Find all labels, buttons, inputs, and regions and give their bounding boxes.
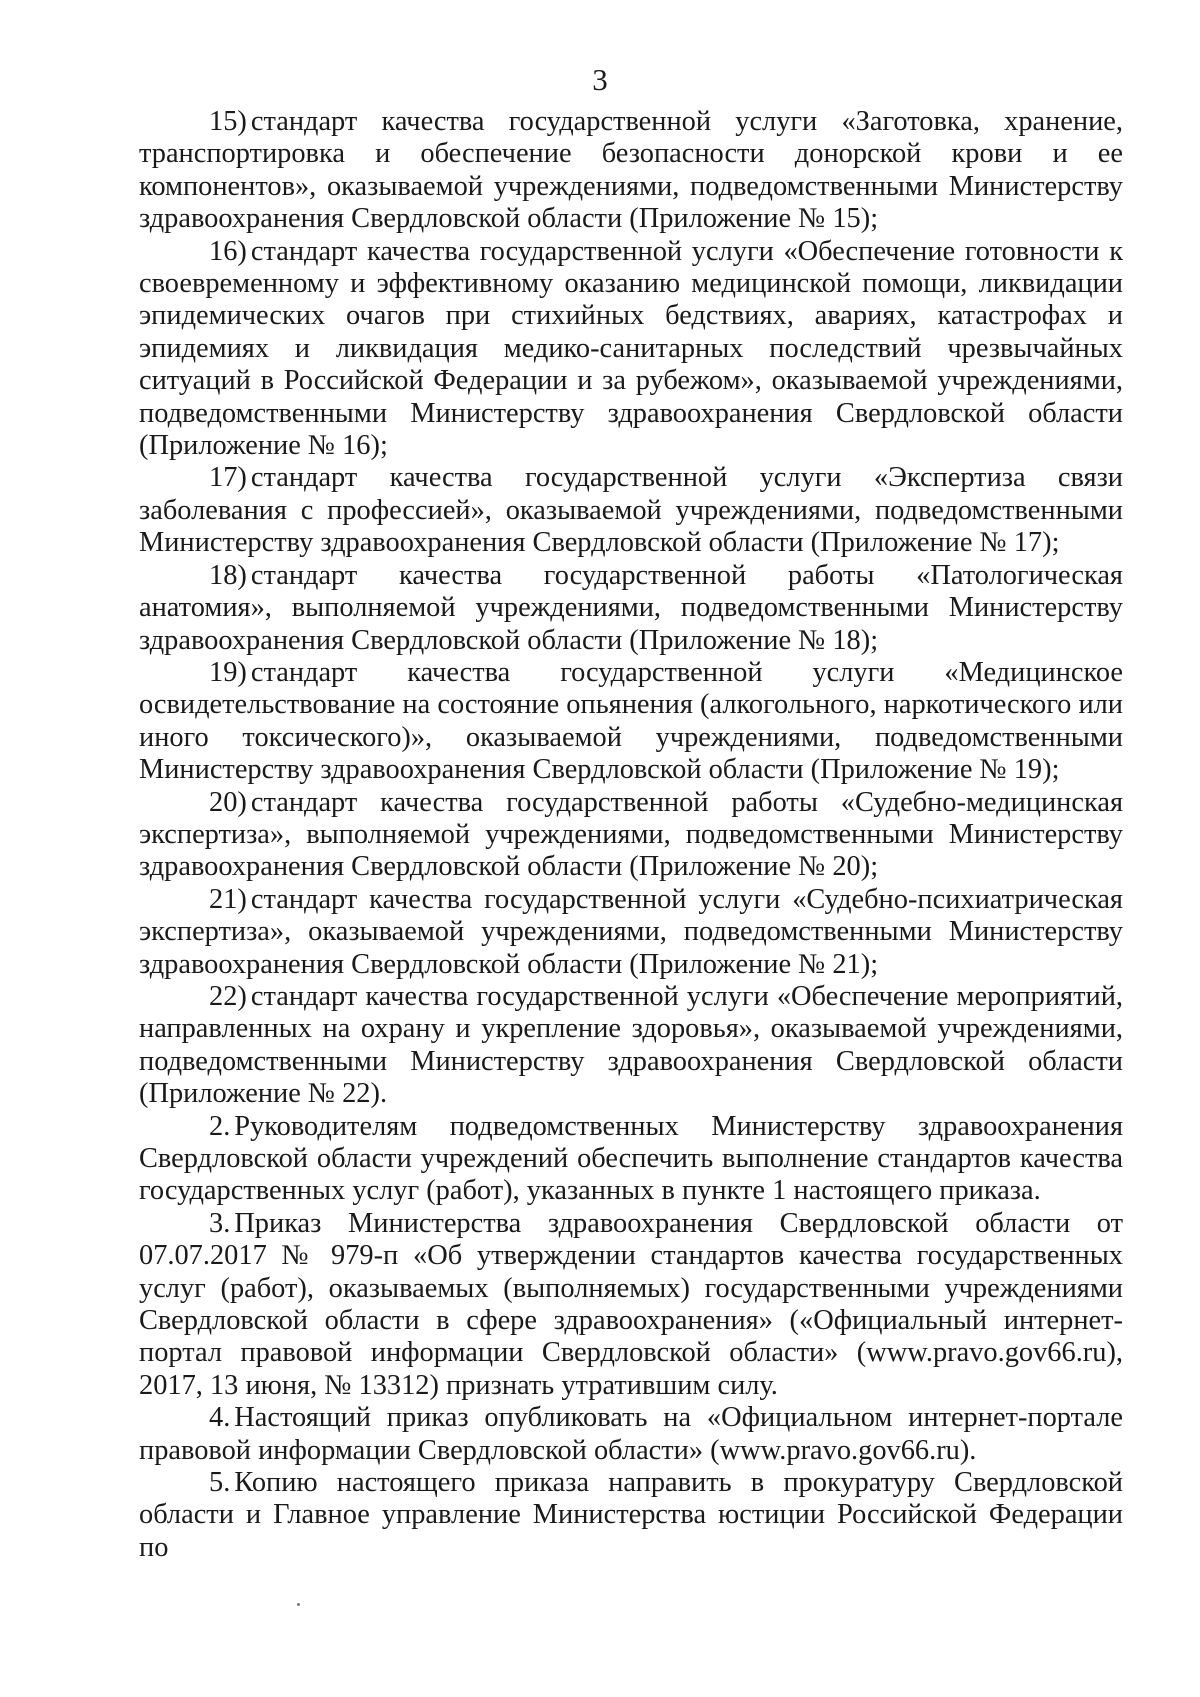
paragraph-item-17: [139, 462, 1123, 559]
paragraph-text: стандарт качества государственной работы «Судебно-медицинская экспертиза», выполняемой учреждениями, подведомственными Министерству здравоохранения Свердловской области (Приложение № 20);: [139, 786, 1123, 883]
paragraph-text: стандарт качества государственной услуги «Заготовка, хранение, транспортировка и обеспечение безопасности донорской крови и ее компонентов», оказываемой учреждениями, подведомственными Министерству здравоохранения Свердловской области (Приложение № 15);: [139, 106, 1123, 235]
paragraph-item-20: [139, 787, 1123, 884]
page-number: 3: [592, 62, 608, 97]
paragraph-text: стандарт качества государственной услуги «Обеспечение мероприятий, направленных на охрану и укрепление здоровья», оказываемой учреждениями, подведомственными Министерству здравоохранения Свердловской области (Приложение № 22).: [139, 980, 1123, 1110]
paragraph-text: стандарт качества государственной услуги «Медицинское освидетельствование на состояние опьянения (алкогольного, наркотического или иного токсического)», оказываемой учреждениями, подведомственными Министерству здравоохранения Свердловской области (Приложение № 19);: [139, 656, 1123, 786]
paragraph-point-2: [139, 1111, 1123, 1208]
paragraph-text: Приказ Министерства здравоохранения Свердловской области от 07.07.2017 № 979-п «Об утверждении стандартов качества государственных услуг (работ), оказываемых (выполняемых) государственными учреждениями Свердловской области в сфере здравоохранения» («Официальный интернет-портал правовой информации Свердловской области» (www.pravo.gov66.ru), 2017, 13 июня, № 13312) признать утратившим силу.: [139, 1207, 1123, 1401]
paragraph-text: стандарт качества государственной услуги «Экспертиза связи заболевания с профессией», оказываемой учреждениями, подведомственными Министерству здравоохранения Свердловской области (Приложение № 17);: [139, 462, 1123, 559]
paragraph-number: 20): [209, 786, 247, 818]
paragraph-number: 2.: [209, 1110, 231, 1142]
scan-speck: [297, 1603, 300, 1606]
paragraph-text: Руководителям подведомственных Министерству здравоохранения Свердловской области учреждений обеспечить выполнение стандартов качества государственных услуг (работ), указанных в пункте 1 настоящего приказа.: [139, 1110, 1123, 1207]
paragraph-text: стандарт качества государственной работы «Патологическая анатомия», выполняемой учреждениями, подведомственными Министерству здравоохранения Свердловской области (Приложение № 18);: [139, 559, 1123, 656]
paragraph-number: 15): [209, 106, 247, 137]
paragraph-point-3: [139, 1208, 1123, 1402]
paragraph-number: 22): [209, 980, 247, 1012]
paragraph-item-18: [139, 560, 1123, 657]
paragraph-item-19: [139, 657, 1123, 787]
paragraph-number: 17): [209, 462, 247, 494]
paragraph-number: 19): [209, 656, 247, 688]
paragraph-number: 4.: [209, 1402, 231, 1434]
paragraph-text: стандарт качества государственной услуги «Судебно-психиатрическая экспертиза», оказываемой учреждениями, подведомственными Министерству здравоохранения Свердловской области (Приложение № 21);: [139, 883, 1123, 980]
paragraph-number: 3.: [209, 1207, 231, 1239]
paragraph-text: стандарт качества государственной услуги «Обеспечение готовности к своевременному и эффективному оказанию медицинской помощи, ликвидации эпидемических очагов при стихийных бедствиях, авариях, катастрофах и эпидемиях и ликвидация медико-санитарных последствий чрезвычайных ситуаций в Российской Федерации и за рубежом», оказываемой учреждениями, подведомственными Министерству здравоохранения Свердловской области (Приложение № 16);: [139, 235, 1123, 462]
paragraph-text: Копию настоящего приказа направить в прокуратуру Свердловской области и Главное управление Министерства юстиции Российской Федерации по: [139, 1467, 1123, 1563]
paragraph-number: 16): [209, 235, 247, 267]
paragraph-text: Настоящий приказ опубликовать на «Официальном интернет-портале правовой информации Свердловской области» (www.pravo.gov66.ru).: [139, 1402, 1123, 1466]
paragraph-number: 21): [209, 883, 247, 915]
document-body: [139, 106, 1123, 1564]
paragraph-item-21: [139, 884, 1123, 981]
paragraph-point-4: [139, 1402, 1123, 1467]
paragraph-number: 18): [209, 559, 247, 591]
paragraph-item-16: [139, 236, 1123, 463]
paragraph-item-15: [139, 106, 1123, 236]
paragraph-number: 5.: [209, 1467, 231, 1499]
paragraph-point-5: [139, 1467, 1123, 1564]
paragraph-item-22: [139, 981, 1123, 1111]
